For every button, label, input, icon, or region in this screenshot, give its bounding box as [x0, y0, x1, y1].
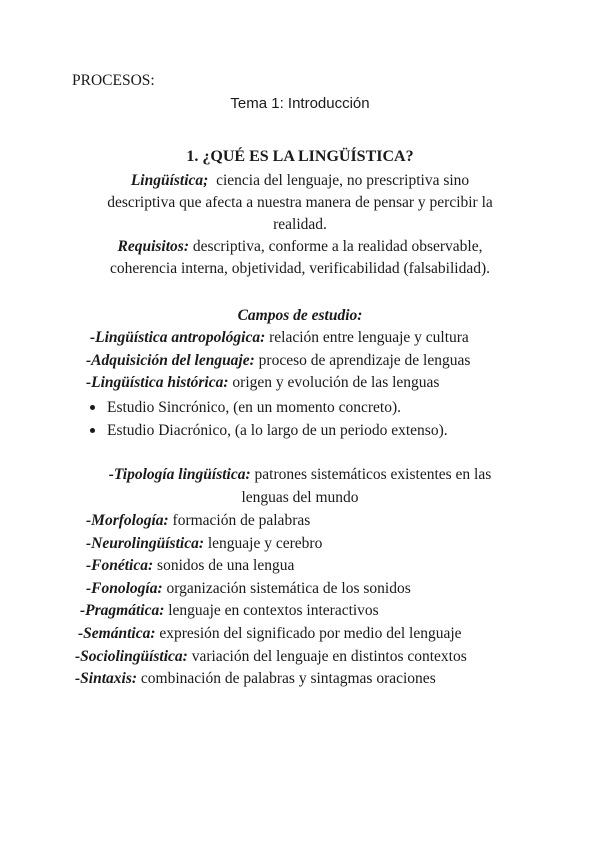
item-term: -Neurolingüística: — [86, 535, 204, 552]
bullet-text: Estudio Sincrónico, (en un momento concreto). — [107, 399, 402, 416]
definition-line-1 — [0, 170, 600, 192]
item-term: -Fonología: — [86, 580, 163, 597]
tipologia-line-2: lenguas del mundo — [241, 489, 359, 506]
list-item — [86, 555, 294, 577]
definition-term: Lingüística; — [130, 172, 209, 189]
list-item — [90, 327, 469, 349]
item-desc: proceso de aprendizaje de lenguas — [258, 352, 471, 369]
list-item — [86, 533, 322, 555]
list-item — [86, 350, 470, 372]
item-desc: origen y evolución de las lenguas — [232, 374, 440, 391]
item-desc: combinación de palabras y sintagmas oraciones — [140, 670, 436, 687]
item-desc: patrones sistemáticos existentes en las — [254, 466, 492, 483]
procesos-label: PROCESOS: — [72, 72, 155, 89]
item-term: -Lingüística histórica: — [86, 374, 229, 391]
definition-text-3: realidad. — [273, 216, 327, 233]
requisitos-text-2: coherencia interna, objetividad, verificabilidad (falsabilidad). — [109, 260, 490, 277]
bullet-item — [90, 420, 448, 442]
list-item — [75, 646, 467, 668]
item-term: -Fonética: — [86, 557, 154, 574]
bullet-text: Estudio Diacrónico, (a lo largo de un periodo extenso). — [107, 422, 448, 439]
item-term: -Semántica: — [78, 625, 156, 642]
list-item — [86, 510, 310, 532]
item-desc: expresión del significado por medio del lenguaje — [159, 625, 462, 642]
list-item — [86, 372, 439, 394]
page-title: Tema 1: Introducción — [230, 95, 370, 112]
requisitos-text-1: descriptiva, conforme a la realidad observable, — [192, 238, 483, 255]
requisitos-term: Requisitos: — [117, 238, 189, 255]
item-term: -Adquisición del lenguaje: — [86, 352, 255, 369]
item-desc: lenguaje en contextos interactivos — [168, 602, 379, 619]
list-item — [75, 668, 436, 690]
item-desc: sonidos de una lengua — [157, 557, 295, 574]
list-item — [80, 600, 379, 622]
definition-text-1: ciencia del lenguaje, no prescriptiva sino — [216, 172, 470, 189]
item-term: -Tipología lingüística: — [108, 466, 251, 483]
item-term: -Lingüística antropológica: — [90, 329, 266, 346]
item-term: -Sintaxis: — [75, 670, 138, 687]
tipologia-line-1 — [0, 464, 600, 486]
item-desc: organización sistemática de los sonidos — [166, 580, 411, 597]
item-desc: relación entre lenguaje y cultura — [269, 329, 469, 346]
bullet-item — [90, 397, 401, 419]
definition-text-2: descriptiva que afecta a nuestra manera de pensar y percibir la — [107, 194, 493, 211]
item-desc: lenguaje y cerebro — [207, 535, 323, 552]
campos-heading: Campos de estudio: — [237, 307, 363, 324]
item-term: -Pragmática: — [80, 602, 165, 619]
bullet-icon — [90, 405, 95, 410]
list-item — [86, 578, 411, 600]
item-desc: formación de palabras — [172, 512, 311, 529]
item-term: -Morfología: — [86, 512, 169, 529]
item-term: -Sociolingüística: — [75, 648, 188, 665]
item-desc: variación del lenguaje en distintos contextos — [191, 648, 467, 665]
section-heading: 1. ¿QUÉ ES LA LINGÜÍSTICA? — [186, 148, 414, 165]
bullet-icon — [90, 428, 95, 433]
list-item — [78, 623, 462, 645]
requisitos-line-1 — [0, 236, 600, 258]
